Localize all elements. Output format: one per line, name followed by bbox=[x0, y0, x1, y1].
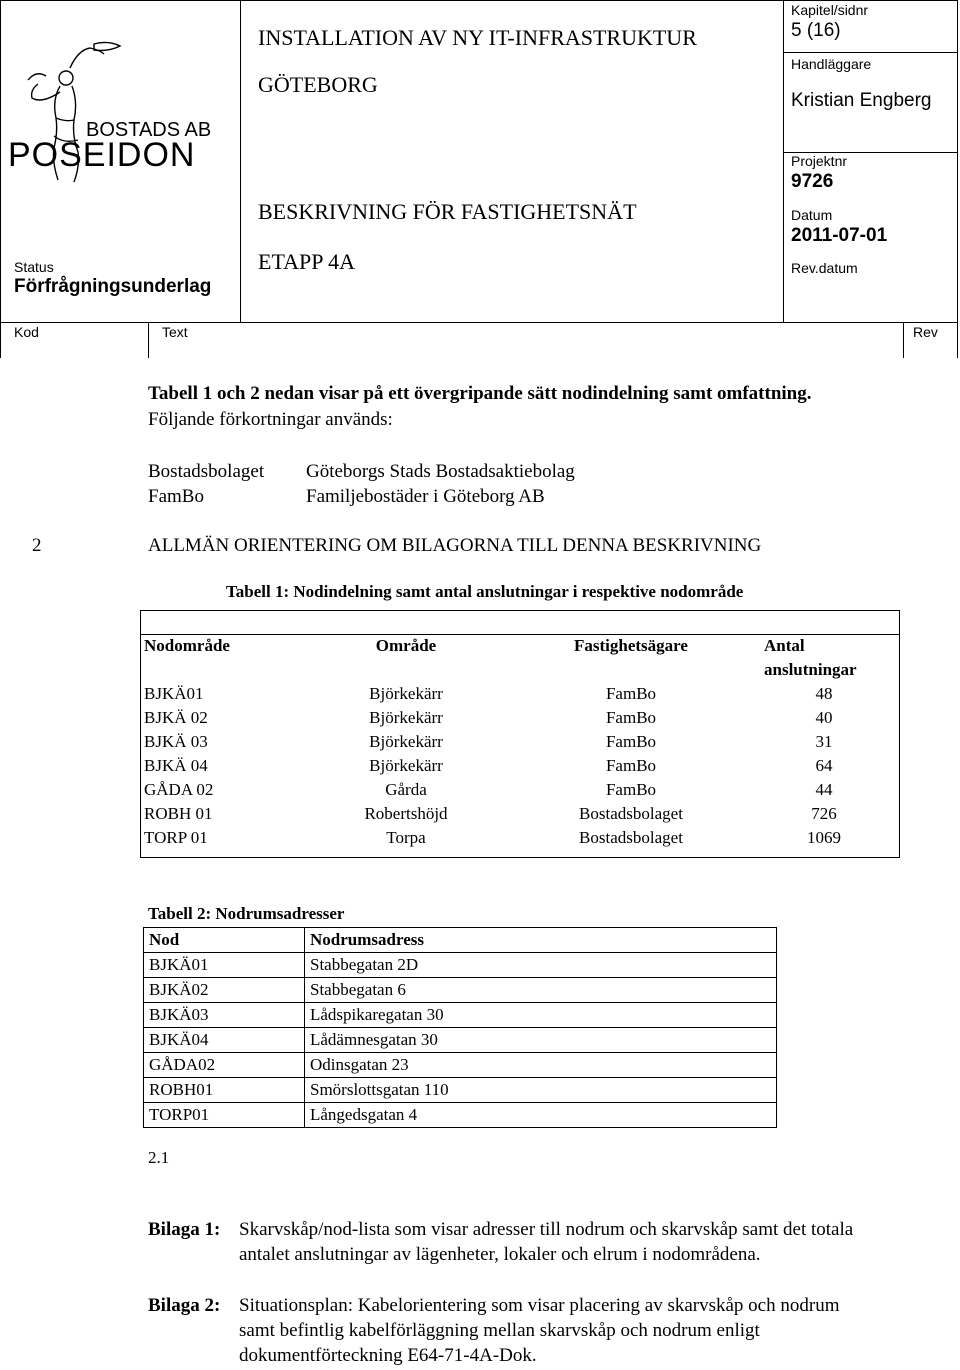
table1-header-omrade: Område bbox=[375, 636, 437, 655]
bilaga2-line1: Situationsplan: Kabelorientering som visar placering av skarvskåp och nodrum bbox=[239, 1295, 840, 1316]
table2-cell: ROBH01 bbox=[144, 1078, 305, 1103]
table2-cell: Odinsgatan 23 bbox=[305, 1053, 777, 1078]
logo-text-bostads: BOSTADS AB bbox=[86, 119, 212, 141]
title-line-1: INSTALLATION AV NY IT-INFRASTRUKTUR bbox=[258, 25, 697, 50]
table-row bbox=[144, 953, 777, 978]
table-row bbox=[144, 1103, 777, 1128]
table1-cell: TORP 01 bbox=[144, 828, 208, 847]
table-row bbox=[144, 1028, 777, 1053]
table2 bbox=[143, 927, 777, 1128]
intro-line-2: Följande förkortningar används: bbox=[148, 409, 393, 430]
table-row bbox=[140, 802, 900, 826]
table1-header-antal bbox=[748, 634, 900, 682]
header-divider-kod bbox=[148, 322, 149, 358]
table2-header-nodrumsadress: Nodrumsadress bbox=[305, 928, 777, 953]
table2-cell: Smörslottsgatan 110 bbox=[305, 1078, 777, 1103]
table1-cell: Björkekärr bbox=[369, 708, 443, 727]
table2-cell: Stabbegatan 6 bbox=[305, 978, 777, 1003]
table2-header-row bbox=[144, 928, 777, 953]
table1-cell: FamBo bbox=[605, 684, 657, 703]
abbr-def-2: Familjebostäder i Göteborg AB bbox=[306, 486, 545, 507]
table1 bbox=[140, 634, 900, 850]
poseidon-figure-icon bbox=[8, 40, 233, 200]
table2-cell: BJKÄ01 bbox=[144, 953, 305, 978]
bilaga1-label: Bilaga 1: bbox=[148, 1219, 221, 1240]
abbr-def-1: Göteborgs Stads Bostadsaktiebolag bbox=[306, 461, 575, 482]
section-number: 2 bbox=[32, 535, 42, 556]
table1-cell: BJKÄ 02 bbox=[144, 708, 208, 727]
bilaga2-label: Bilaga 2: bbox=[148, 1295, 221, 1316]
table1-cell: BJKÄ 03 bbox=[144, 732, 208, 751]
table1-cell: Björkekärr bbox=[369, 684, 443, 703]
section-title: ALLMÄN ORIENTERING OM BILAGORNA TILL DENNA BESKRIVNING bbox=[148, 535, 762, 556]
table-row bbox=[144, 1078, 777, 1103]
table1-cell: Torpa bbox=[386, 828, 426, 847]
title-line-2: GÖTEBORG bbox=[258, 72, 378, 97]
abbr-term-1: Bostadsbolaget bbox=[148, 461, 265, 482]
table1-cell: BJKÄ01 bbox=[144, 684, 204, 703]
bilaga2-line2: samt befintlig kabelförläggning mellan skarvskåp och nodrum enligt bbox=[239, 1320, 760, 1341]
table2-cell: BJKÄ03 bbox=[144, 1003, 305, 1028]
subsection-number: 2.1 bbox=[148, 1148, 170, 1167]
status-value: Förfrågningsunderlag bbox=[14, 276, 212, 297]
table1-cell: 64 bbox=[815, 756, 833, 775]
header-border-top bbox=[0, 0, 958, 1]
table1-cell: BJKÄ 04 bbox=[144, 756, 208, 775]
header-border-right bbox=[957, 0, 958, 358]
table1-cell: FamBo bbox=[605, 708, 657, 727]
table1-cell: FamBo bbox=[605, 756, 657, 775]
table-row bbox=[140, 682, 900, 706]
table2-cell: TORP01 bbox=[144, 1103, 305, 1128]
table2-cell: Stabbegatan 2D bbox=[305, 953, 777, 978]
table1-cell: 31 bbox=[815, 732, 833, 751]
kapitel-label: Kapitel/sidnr bbox=[791, 2, 869, 18]
kod-label: Kod bbox=[14, 324, 39, 340]
projektnr-label: Projektnr bbox=[791, 153, 848, 169]
table2-header-nod: Nod bbox=[144, 928, 305, 953]
table1-cell: 1069 bbox=[807, 828, 841, 847]
table1-cell: FamBo bbox=[605, 732, 657, 751]
poseidon-logo bbox=[8, 40, 233, 200]
intro-line-1: Tabell 1 och 2 nedan visar på ett övergripande sätt nodindelning samt omfattning. bbox=[148, 383, 812, 404]
table-row bbox=[140, 730, 900, 754]
table-row bbox=[144, 1053, 777, 1078]
table-row bbox=[140, 826, 900, 850]
header-divider-rev bbox=[903, 322, 904, 358]
header-border-left bbox=[0, 0, 1, 358]
table1-cell: Gårda bbox=[385, 780, 427, 799]
header-border-bottom bbox=[0, 322, 958, 323]
table1-header-fastighetsagare: Fastighetsägare bbox=[574, 636, 688, 655]
header-sep-1 bbox=[783, 52, 958, 53]
bilaga1-line1: Skarvskåp/nod-lista som visar adresser till nodrum och skarvskåp samt det totala bbox=[239, 1219, 854, 1240]
kapitel-value: 5 (16) bbox=[791, 20, 841, 41]
table1-header-row bbox=[140, 634, 900, 682]
table1-cell: 726 bbox=[811, 804, 837, 823]
projektnr-value: 9726 bbox=[791, 171, 834, 192]
table1-cell: Bostadsbolaget bbox=[579, 804, 683, 823]
abbr-term-2: FamBo bbox=[148, 486, 204, 507]
handlaggare-value: Kristian Engberg bbox=[791, 90, 932, 111]
table1-cell: ROBH 01 bbox=[144, 804, 213, 823]
table2-cell: BJKÄ04 bbox=[144, 1028, 305, 1053]
table-row bbox=[140, 706, 900, 730]
table2-cell: Lådämnesgatan 30 bbox=[305, 1028, 777, 1053]
table1-cell: Bostadsbolaget bbox=[579, 828, 683, 847]
table1-header-nodomrade: Nodområde bbox=[144, 636, 230, 655]
table1-header-antal-line2: anslutningar bbox=[764, 660, 857, 679]
logo-text-poseidon: POSEIDON bbox=[8, 136, 196, 174]
table1-caption: Tabell 1: Nodindelning samt antal anslutningar i respektive nodområde bbox=[226, 582, 744, 601]
table1-cell: Björkekärr bbox=[369, 732, 443, 751]
rev-label: Rev bbox=[913, 324, 938, 340]
table1-cell: 44 bbox=[815, 780, 833, 799]
bilaga2-line3: dokumentförteckning E64-71-4A-Dok. bbox=[239, 1345, 537, 1366]
table1-header-antal-line1: Antal bbox=[764, 636, 805, 655]
datum-value: 2011-07-01 bbox=[791, 225, 888, 246]
handlaggare-label: Handläggare bbox=[791, 56, 872, 72]
table-row bbox=[140, 778, 900, 802]
table1-cell: 48 bbox=[815, 684, 833, 703]
status-label: Status bbox=[14, 259, 54, 275]
table2-cell: Långedsgatan 4 bbox=[305, 1103, 777, 1128]
bilaga1-line2: antalet anslutningar av lägenheter, lokaler och elrum i nodområdena. bbox=[239, 1244, 761, 1265]
table1-cell: GÅDA 02 bbox=[144, 780, 214, 799]
table-row bbox=[144, 1003, 777, 1028]
table-row bbox=[140, 754, 900, 778]
table1-cell: 40 bbox=[815, 708, 833, 727]
table1-cell: FamBo bbox=[605, 780, 657, 799]
header-divider-2 bbox=[783, 0, 784, 322]
table-row bbox=[144, 978, 777, 1003]
table1-cell: Robertshöjd bbox=[364, 804, 448, 823]
table2-cell: BJKÄ02 bbox=[144, 978, 305, 1003]
table2-caption: Tabell 2: Nodrumsadresser bbox=[148, 904, 345, 923]
table2-cell: GÅDA02 bbox=[144, 1053, 305, 1078]
header-divider-1 bbox=[240, 0, 241, 322]
table1-cell: Björkekärr bbox=[369, 756, 443, 775]
title-line-4: ETAPP 4A bbox=[258, 249, 356, 274]
table2-cell: Lådspikaregatan 30 bbox=[305, 1003, 777, 1028]
title-line-3: BESKRIVNING FÖR FASTIGHETSNÄT bbox=[258, 199, 637, 224]
datum-label: Datum bbox=[791, 207, 833, 223]
revdatum-label: Rev.datum bbox=[791, 260, 858, 276]
text-label: Text bbox=[162, 324, 188, 340]
